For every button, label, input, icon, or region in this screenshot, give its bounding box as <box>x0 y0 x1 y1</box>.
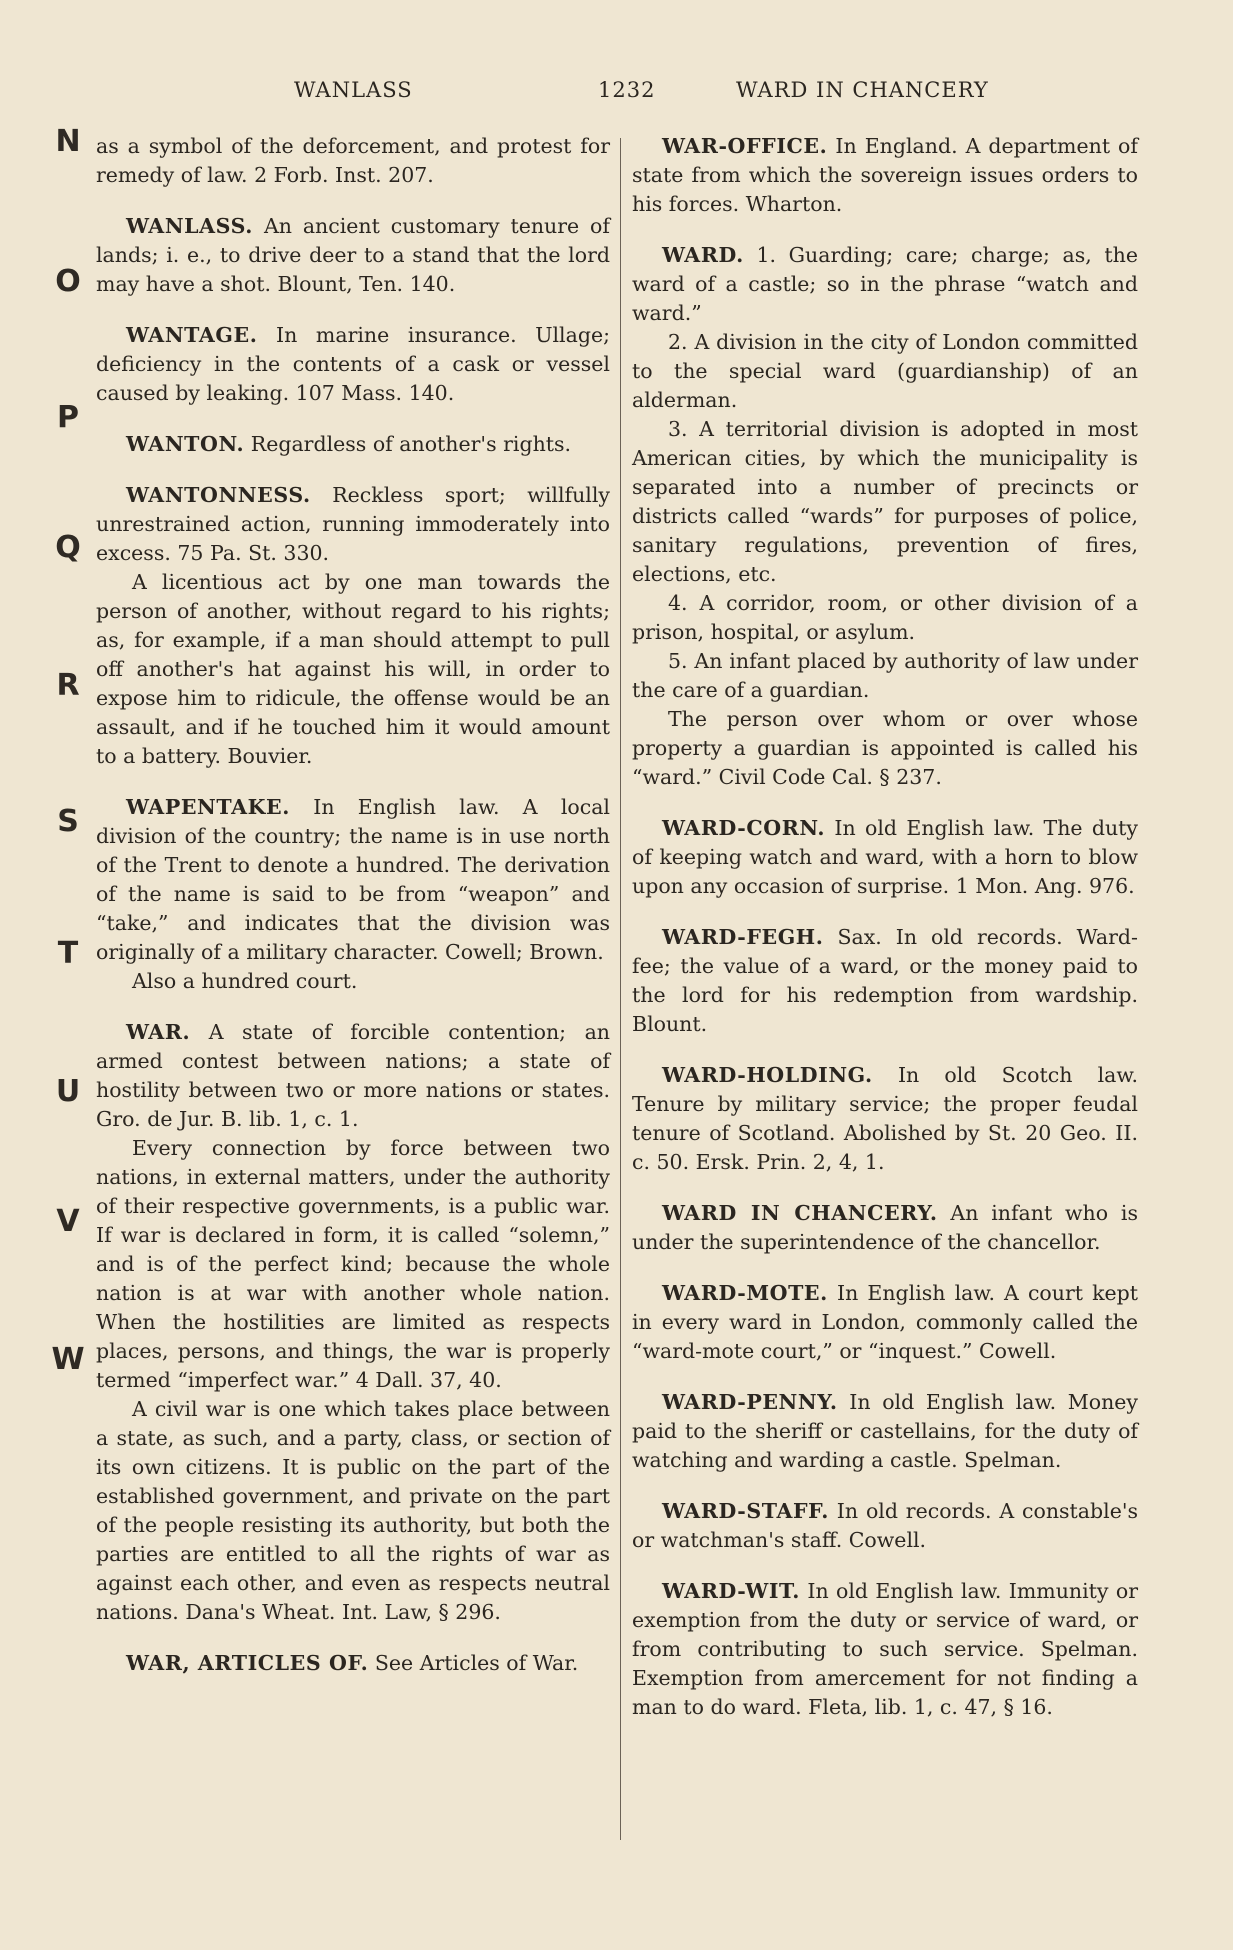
thumb-letter-r: R <box>56 668 80 703</box>
headword: WARD-STAFF. <box>662 1499 829 1523</box>
definition-paragraph: A licentious act by one man towards the person of another, without regard to his rights; as, for example, if a man should attempt to pull off another's hat against his will, in order to expose him to ridicule, the offense would be an assault, and if he touched him it would amount to a battery. Bouvier. <box>96 570 610 768</box>
definition-paragraph: A civil war is one which takes place between a state, as such, and a party, class, or section of its own citizens. It is public on the part of the established government, and private on the part of the people resisting its authority, but both the parties are entitled to all the rights of war as against each other, and even as respects neutral nations. Dana's Wheat. Int. Law, § 296. <box>96 1397 610 1624</box>
column-rule <box>620 138 621 1840</box>
entry-war <box>96 1018 610 1627</box>
entry-wantage <box>96 321 610 408</box>
thumb-letter-t: T <box>57 936 79 971</box>
entry-wanton <box>96 430 610 459</box>
definition: Reckless sport; willfully unrestrained action, running immoderately into excess. 75 Pa. St. 330. <box>96 483 610 565</box>
entry-ward-fegh <box>632 923 1138 1039</box>
entry-war-articles-of <box>96 1649 610 1678</box>
headword: WARD. <box>662 243 744 267</box>
definition: In old English law. Money paid to the sheriff or castellains, for the duty of watching and warding a castle. Spelman. <box>632 1390 1138 1472</box>
definition-paragraph: The person over whom or over whose property a guardian is appointed is called his “ward.” Civil Code Cal. § 237. <box>632 707 1138 789</box>
headword: WARD-FEGH. <box>662 925 824 949</box>
headword: WANTONNESS. <box>126 483 311 507</box>
headword: WANTON. <box>126 432 245 456</box>
entry-ward-mote <box>632 1279 1138 1366</box>
entry-ward-holding <box>632 1061 1138 1177</box>
running-head-left: WANLASS <box>294 78 413 102</box>
thumb-letter-n: N <box>55 124 81 159</box>
definition: In English law. A court kept in every ward in London, commonly called the “ward-mote court,” or “inquest.” Cowell. <box>632 1281 1138 1363</box>
thumb-letter-w: W <box>51 1342 85 1377</box>
headword: WANLASS. <box>126 214 254 238</box>
headword: WARD IN CHANCERY. <box>662 1201 938 1225</box>
definition-paragraph: Also a hundred court. <box>132 969 358 993</box>
cross-reference: See Articles of War. <box>374 1651 579 1675</box>
headword: WARD-PENNY. <box>662 1390 838 1414</box>
entry-war-office <box>632 132 1138 219</box>
entry-wapentake <box>96 793 610 996</box>
definition: In old records. A constable's or watchman's staff. Cowell. <box>632 1499 1138 1552</box>
left-column <box>96 132 610 1700</box>
definition-paragraph: 5. An infant placed by authority of law under the care of a guardian. <box>632 649 1138 702</box>
definition-paragraph: 4. A corridor, room, or other division of a prison, hospital, or asylum. <box>632 591 1138 644</box>
entry-ward-in-chancery <box>632 1199 1138 1257</box>
thumb-letter-p: P <box>57 400 79 435</box>
headword: WAPENTAKE. <box>126 795 291 819</box>
headword: WAR, ARTICLES OF. <box>126 1651 369 1675</box>
definition: In old English law. The duty of keeping watch and ward, with a horn to blow upon any occasion of surprise. 1 Mon. Ang. 976. <box>632 816 1138 898</box>
entry-ward-corn <box>632 814 1138 901</box>
definition: In England. A department of state from which the sovereign issues orders to his forces. Wharton. <box>632 134 1138 216</box>
headword: WAR. <box>126 1020 191 1044</box>
definition: In marine insurance. Ullage; deficiency in the contents of a cask or vessel caused by leaking. 107 Mass. 140. <box>96 323 610 405</box>
entry-wanlass <box>96 212 610 299</box>
headword: WARD-MOTE. <box>662 1281 828 1305</box>
entry-ward-wit <box>632 1577 1138 1722</box>
entry-wantonness <box>96 481 610 771</box>
headword: WAR-OFFICE. <box>662 134 828 158</box>
entry-ward-staff <box>632 1497 1138 1555</box>
definition: In old English law. Immunity or exemption from the duty or service of ward, or from contributing to such service. Spelman. Exemption from amercement for not finding a man to do ward. Fleta, lib. 1, c. 47, § 16. <box>632 1579 1138 1719</box>
definition-paragraph: 2. A division in the city of London committed to the special ward (guardianship) of an alderman. <box>632 330 1138 412</box>
continuation-text: as a symbol of the deforcement, and protest for remedy of law. 2 Forb. Inst. 207. <box>96 134 610 187</box>
definition-paragraph: 3. A territorial division is adopted in most American cities, by which the municipality is separated into a number of precincts or districts called “wards” for purposes of police, sanitary regulations, prevention of fires, elections, etc. <box>632 417 1138 586</box>
entry-ward <box>632 241 1138 792</box>
definition: An ancient customary tenure of lands; i. e., to drive deer to a stand that the lord may have a shot. Blount, Ten. 140. <box>96 214 610 296</box>
definition: An infant who is under the superintendence of the chancellor. <box>632 1201 1138 1254</box>
definition: In old Scotch law. Tenure by military service; the proper feudal tenure of Scotland. Abolished by St. 20 Geo. II. c. 50. Ersk. Prin. 2, 4, 1. <box>632 1063 1138 1174</box>
definition: 1. Guarding; care; charge; as, the ward of a castle; so in the phrase “watch and ward.” <box>632 243 1138 325</box>
headword: WARD-WIT. <box>662 1579 800 1603</box>
page-number: 1232 <box>598 78 656 102</box>
definition: Sax. In old records. Ward-fee; the value of a ward, or the money paid to the lord for his redemption from wardship. Blount. <box>632 925 1138 1036</box>
thumb-letter-s: S <box>57 804 79 839</box>
thumb-letter-q: Q <box>55 530 81 565</box>
definition: A state of forcible contention; an armed contest between nations; a state of hostility between two or more nations or states. Gro. de Jur. B. lib. 1, c. 1. <box>96 1020 610 1131</box>
definition: In English law. A local division of the country; the name is in use north of the Trent to denote a hundred. The derivation of the name is said to be from “weapon” and “take,” and indicates that the division was originally of a military character. Cowell; Brown. <box>96 795 610 964</box>
headword: WARD-CORN. <box>662 816 826 840</box>
thumb-letter-o: O <box>55 264 81 299</box>
thumb-letter-v: V <box>56 1204 80 1239</box>
headword: WANTAGE. <box>126 323 258 347</box>
definition: Regardless of another's rights. <box>250 432 572 456</box>
headword: WARD-HOLDING. <box>662 1063 873 1087</box>
right-column <box>632 132 1138 1744</box>
entry-ward-penny <box>632 1388 1138 1475</box>
thumb-letter-u: U <box>55 1074 81 1109</box>
definition-paragraph: Every connection by force between two nations, in external matters, under the authority of their respective governments, is a public war. If war is declared in form, it is called “solemn,” and is of the perfect kind; because the whole nation is at war with another whole nation. When the hostilities are limited as respects places, persons, and things, the war is properly termed “imperfect war.” 4 Dall. 37, 40. <box>96 1136 610 1392</box>
running-head-right: WARD IN CHANCERY <box>736 78 989 102</box>
